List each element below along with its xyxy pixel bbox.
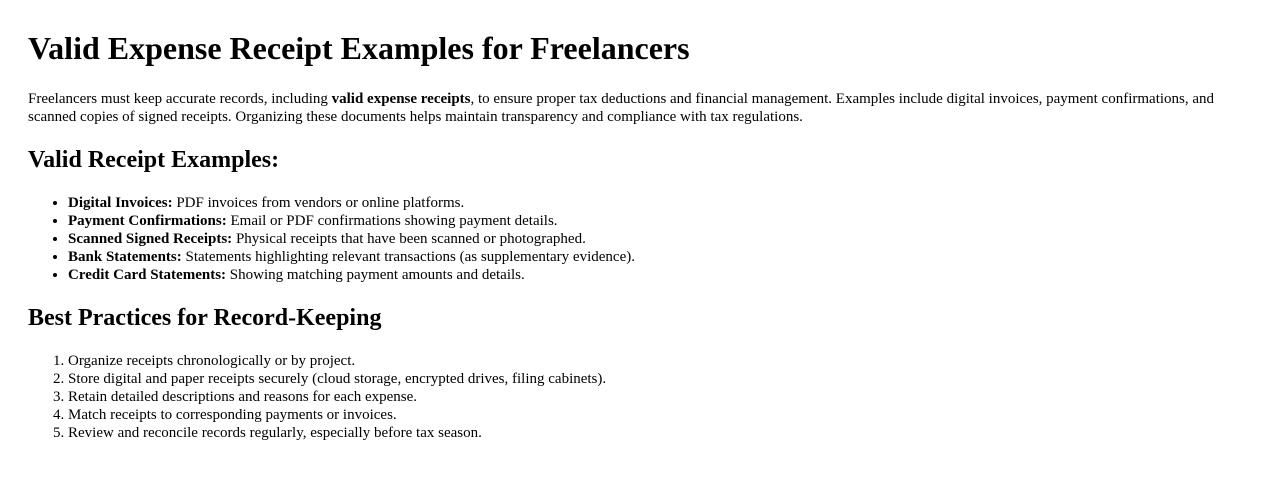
practices-heading: Best Practices for Record-Keeping bbox=[28, 305, 382, 331]
list-item: 3. Retain detailed descriptions and reasons for each expense. bbox=[68, 388, 1250, 406]
example-desc: Email or PDF confirmations showing payment details. bbox=[226, 213, 558, 229]
list-item bbox=[68, 230, 1250, 248]
list-item bbox=[68, 194, 1250, 212]
intro-text-bold: valid expense receipts bbox=[331, 91, 471, 107]
list-item: 5. Review and reconcile records regularly, especially before tax season. bbox=[68, 424, 1250, 442]
examples-list bbox=[28, 194, 1250, 284]
list-item: 2. Store digital and paper receipts securely (cloud storage, encrypted drives, filing cabinets). bbox=[68, 370, 1250, 388]
example-desc: Showing matching payment amounts and details. bbox=[226, 267, 525, 283]
practices-list bbox=[28, 352, 1250, 442]
example-desc: PDF invoices from vendors or online platforms. bbox=[172, 195, 465, 211]
example-term: Digital Invoices: bbox=[68, 195, 173, 211]
example-term: Payment Confirmations: bbox=[68, 213, 227, 229]
page-title: Valid Expense Receipt Examples for Freelancers bbox=[28, 30, 690, 66]
example-term: Scanned Signed Receipts: bbox=[68, 231, 233, 247]
examples-heading: Valid Receipt Examples: bbox=[28, 147, 280, 173]
example-term: Bank Statements: bbox=[68, 249, 182, 265]
intro-paragraph bbox=[28, 90, 1250, 126]
intro-text-after: , to ensure proper tax deductions and financial management. Examples include digital invoices, payment confirmations, and scanned copies of signed receipts. Organizing these documents helps maintain transparency and compliance with tax regulations. bbox=[28, 91, 1215, 125]
list-item: 1. Organize receipts chronologically or by project. bbox=[68, 352, 1250, 370]
example-term: Credit Card Statements: bbox=[68, 267, 227, 283]
intro-text-before: Freelancers must keep accurate records, including bbox=[28, 91, 332, 107]
list-item: 4. Match receipts to corresponding payments or invoices. bbox=[68, 406, 1250, 424]
example-desc: Statements highlighting relevant transactions (as supplementary evidence). bbox=[181, 249, 635, 265]
list-item bbox=[68, 212, 1250, 230]
list-item bbox=[68, 266, 1250, 284]
list-item bbox=[68, 248, 1250, 266]
example-desc: Physical receipts that have been scanned or photographed. bbox=[232, 231, 586, 247]
